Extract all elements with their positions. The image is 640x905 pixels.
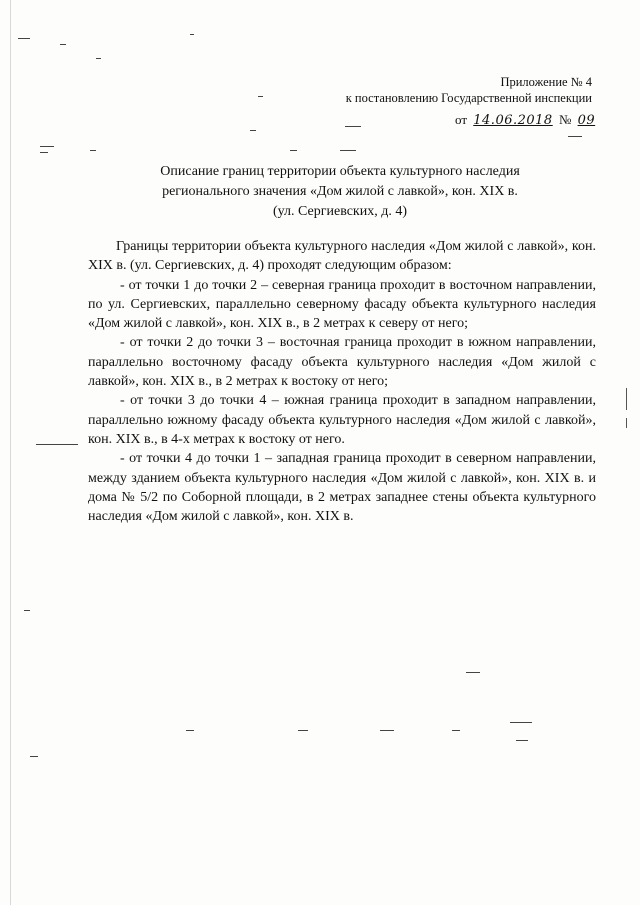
title-line-3: (ул. Сергиевских, д. 4): [272, 204, 408, 219]
boundary-item-east: - от точки 2 до точки 3 – восточная граница проходит в южном направлении, параллельно восточному фасаду объекта культурного наследия «Дом жилой с лавкой», кон. XIX в., в 2 метрах к востоку от него;: [88, 335, 596, 390]
boundary-item-south: - от точки 3 до точки 4 – южная граница проходит в западном направлении, параллельно южному фасаду объекта культурного наследия «Дом жилой с лавкой», кон. XIX в., в 4-х метрах к востоку от него.: [88, 393, 596, 447]
date-prefix: от: [455, 112, 468, 127]
boundary-item-north: - от точки 1 до точки 2 – северная граница проходит в восточном направлении, по ул. Сергиевских, параллельно северному фасаду объекта культурного наследия «Дом жилой с лавкой», кон. XIX в., в 2 метрах к северу от него;: [88, 277, 596, 332]
scan-mark: [626, 388, 627, 410]
scan-mark: [626, 418, 627, 428]
document-title: [100, 162, 580, 222]
handwritten-number: 09: [577, 113, 596, 128]
title-line-1: Описание границ территории объекта культурного наследия: [160, 164, 520, 179]
appendix-label: Приложение № 4: [500, 75, 592, 89]
appendix-date-line: [455, 112, 598, 128]
intro-paragraph: Границы территории объекта культурного наследия «Дом жилой с лавкой», кон. XIX в. (ул. Сергиевских, д. 4) проходят следующим образом:: [88, 239, 596, 274]
appendix-reference: к постановлению Государственной инспекции: [345, 91, 592, 105]
boundary-item-west: - от точки 4 до точки 1 – западная граница проходит в северном направлении, между зданием объекта культурного наследия «Дом жилой с лавкой», кон. XIX в. и дома № 5/2 по Соборной площади, в 2 метрах западнее стены объекта культурного наследия «Дом жилой с лавкой», кон. XIX в.: [88, 451, 596, 525]
title-line-2: регионального значения «Дом жилой с лавкой», кон. XIX в.: [162, 184, 518, 199]
document-body: [88, 237, 596, 526]
scan-edge: [10, 0, 11, 905]
number-prefix: №: [558, 112, 572, 127]
appendix-header: [346, 74, 592, 106]
handwritten-date: 14.06.2018: [473, 113, 553, 128]
